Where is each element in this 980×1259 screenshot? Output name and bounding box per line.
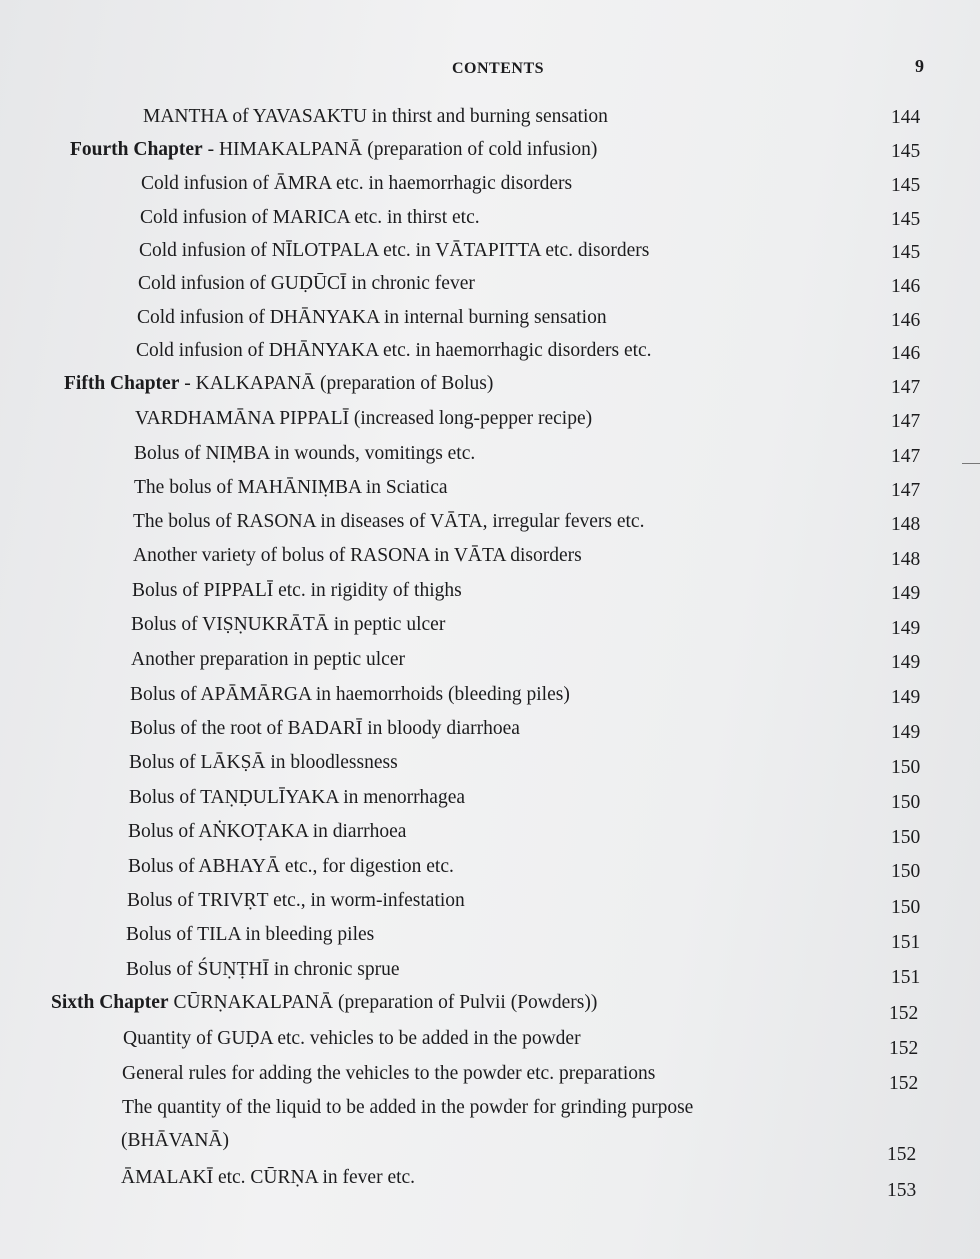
toc-entry-13: Another variety of bolus of RASONA in VĀTA disorders xyxy=(133,545,582,566)
toc-entry-9: VARDHAMĀNA PIPPALĪ (increased long-pepper recipe) xyxy=(135,408,593,429)
chapter-label: Fifth Chapter xyxy=(64,373,180,394)
toc-entry-24: Bolus of TILA in bleeding piles xyxy=(126,924,375,945)
toc-entry-0: MANTHA of YAVASAKTU in thirst and burning sensation xyxy=(143,106,608,127)
toc-page-13: 148 xyxy=(891,549,921,570)
running-header-page-number: 9 xyxy=(915,56,924,76)
toc-page-22: 150 xyxy=(891,861,921,882)
toc-chapter-4: Fourth Chapter - HIMAKALPANĀ (preparation of cold infusion) xyxy=(70,139,598,160)
toc-page-8: 147 xyxy=(891,377,921,398)
toc-entry-20: Bolus of TAṆḌULĪYAKA in menorrhagea xyxy=(129,787,466,808)
toc-entry-22: Bolus of ABHAYĀ etc., for digestion etc. xyxy=(128,856,454,877)
toc-entry-10: Bolus of NIṂBA in wounds, vomitings etc. xyxy=(134,443,476,464)
toc-page-21: 150 xyxy=(891,827,921,848)
toc-chapter-5: Fifth Chapter - KALKAPANĀ (preparation of Bolus) xyxy=(64,373,494,394)
margin-mark xyxy=(962,463,980,464)
toc-page-11: 147 xyxy=(891,480,921,501)
toc-page-31: 153 xyxy=(887,1180,917,1201)
toc-page-27: 152 xyxy=(889,1038,919,1059)
toc-entry-15: Bolus of VIṢṆUKRĀTĀ in peptic ulcer xyxy=(131,614,446,635)
toc-entry-28: General rules for adding the vehicles to the powder etc. preparations xyxy=(122,1063,656,1084)
toc-entry-30: (BHĀVANĀ) xyxy=(121,1130,229,1151)
toc-entry-7: Cold infusion of DHĀNYAKA etc. in haemorrhagic disorders etc. xyxy=(136,340,652,361)
toc-page-25: 151 xyxy=(891,967,921,988)
toc-entry-6: Cold infusion of DHĀNYAKA in internal burning sensation xyxy=(137,307,607,328)
toc-page-5: 146 xyxy=(891,276,921,297)
toc-entry-23: Bolus of TRIVṚT etc., in worm-infestation xyxy=(127,890,465,911)
toc-page-6: 146 xyxy=(891,310,921,331)
toc-entry-18: Bolus of the root of BADARĪ in bloody diarrhoea xyxy=(130,718,520,739)
toc-chapter-6: Sixth Chapter CŪRṆAKALPANĀ (preparation of Pulvii (Powders)) xyxy=(51,992,598,1013)
toc-page-24: 151 xyxy=(891,932,921,953)
toc-page-9: 147 xyxy=(891,411,921,432)
toc-entry-2: Cold infusion of ĀMRA etc. in haemorrhagic disorders xyxy=(141,173,573,194)
toc-page-16: 149 xyxy=(891,652,921,673)
toc-page-0: 144 xyxy=(891,107,921,128)
toc-page-20: 150 xyxy=(891,792,921,813)
chapter-label: Fourth Chapter xyxy=(70,139,203,160)
toc-page-4: 145 xyxy=(891,242,921,263)
toc-entry-16: Another preparation in peptic ulcer xyxy=(131,649,405,670)
toc-page-7: 146 xyxy=(891,343,921,364)
toc-entry-29: The quantity of the liquid to be added in the powder for grinding purpose xyxy=(122,1097,694,1118)
chapter-label: Sixth Chapter xyxy=(51,992,169,1013)
toc-entry-21: Bolus of AṄKOṬAKA in diarrhoea xyxy=(128,821,407,842)
toc-entry-3: Cold infusion of MARICA etc. in thirst etc. xyxy=(140,207,480,228)
toc-entry-31: ĀMALAKĪ etc. CŪRṆA in fever etc. xyxy=(121,1167,416,1188)
toc-entry-17: Bolus of APĀMĀRGA in haemorrhoids (bleeding piles) xyxy=(130,684,570,705)
toc-page-10: 147 xyxy=(891,446,921,467)
toc-entry-25: Bolus of ŚUṆṬHĪ in chronic sprue xyxy=(126,959,400,980)
toc-entry-27: Quantity of GUḌA etc. vehicles to be added in the powder xyxy=(123,1028,581,1049)
toc-page-19: 150 xyxy=(891,757,921,778)
toc-page-28: 152 xyxy=(889,1073,919,1094)
toc-entry-14: Bolus of PIPPALĪ etc. in rigidity of thighs xyxy=(132,580,462,601)
toc-page-26: 152 xyxy=(889,1003,919,1024)
running-header-title: CONTENTS xyxy=(451,60,545,77)
toc-page-2: 145 xyxy=(891,175,921,196)
toc-entry-5: Cold infusion of GUḌŪCĪ in chronic fever xyxy=(138,273,475,294)
toc-page-15: 149 xyxy=(891,618,921,639)
toc-entry-19: Bolus of LĀKṢĀ in bloodlessness xyxy=(129,752,398,773)
toc-page-23: 150 xyxy=(891,897,921,918)
toc-entry-12: The bolus of RASONA in diseases of VĀTA, irregular fevers etc. xyxy=(133,511,645,532)
toc-page-12: 148 xyxy=(891,514,921,535)
toc-page-3: 145 xyxy=(891,209,921,230)
toc-page-30: 152 xyxy=(887,1144,917,1165)
toc-page-14: 149 xyxy=(891,583,921,604)
toc-page-18: 149 xyxy=(891,722,921,743)
toc-entry-11: The bolus of MAHĀNIṂBA in Sciatica xyxy=(134,477,448,498)
toc-page-1: 145 xyxy=(891,141,921,162)
toc-entry-4: Cold infusion of NĪLOTPALA etc. in VĀTAPITTA etc. disorders xyxy=(139,240,650,261)
toc-page-17: 149 xyxy=(891,687,921,708)
